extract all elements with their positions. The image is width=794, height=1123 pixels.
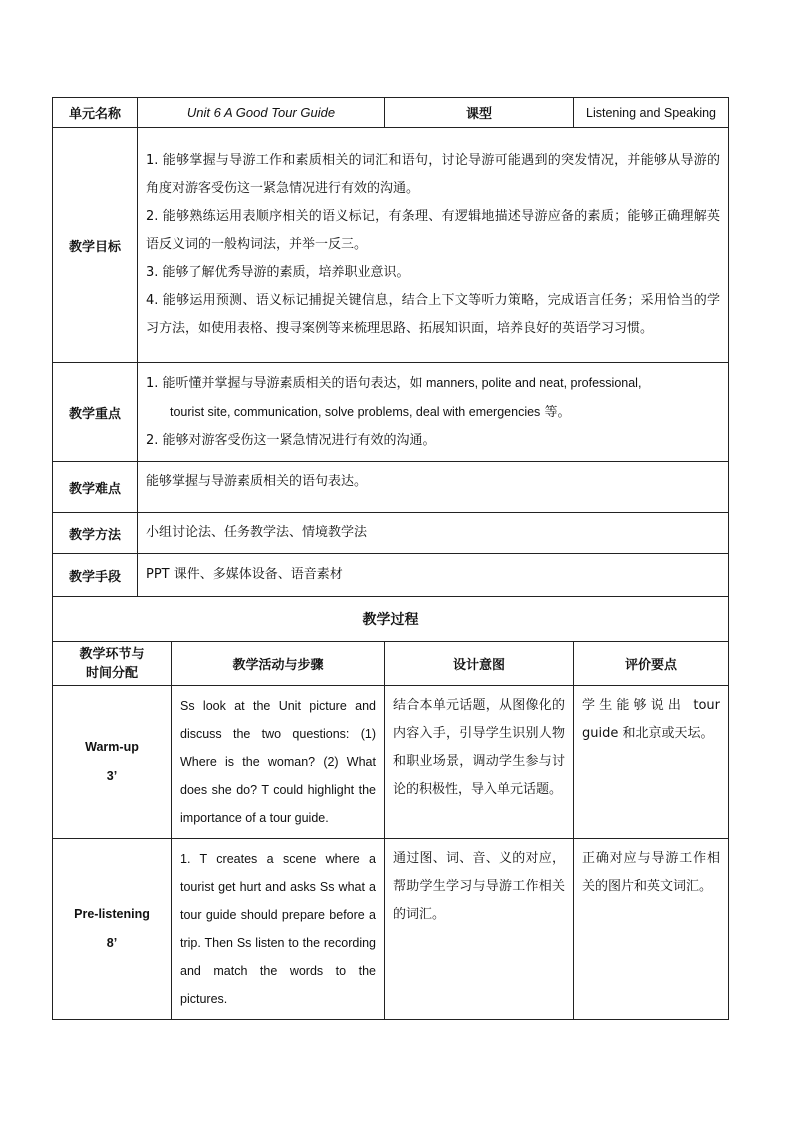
key-point-terms: manners, polite and neat, professional, bbox=[422, 376, 642, 390]
methods-row bbox=[53, 513, 729, 554]
stage-name: Pre-listening bbox=[74, 907, 150, 921]
objective-item: 4. 能够运用预测、语义标记捕捉关键信息，结合上下文等听力策略，完成语言任务；采用恰当的学习方法，如使用表格、搜寻案例等来梳理思路、拓展知识面，培养良好的英语学习习惯。 bbox=[146, 293, 721, 336]
stage-cell bbox=[53, 686, 172, 839]
methods-label: 教学方法 bbox=[53, 513, 138, 554]
key-point-item bbox=[146, 369, 720, 398]
difficulty-row bbox=[53, 462, 729, 513]
lesson-plan-table bbox=[52, 97, 729, 1020]
means-row bbox=[53, 554, 729, 597]
process-col-stage-line2: 时间分配 bbox=[85, 665, 138, 681]
table-row bbox=[53, 686, 729, 839]
process-col-activity: 教学活动与步骤 bbox=[172, 642, 385, 686]
key-point-terms-2: tourist site, communication, solve problems, deal with emergencies bbox=[170, 405, 541, 419]
objectives-row bbox=[53, 128, 729, 363]
objective-item: 3. 能够了解优秀导游的素质，培养职业意识。 bbox=[146, 265, 410, 280]
process-col-stage bbox=[53, 642, 172, 686]
stage-name: Warm-up bbox=[85, 740, 139, 754]
intent-cell: 结合本单元话题，从图像化的内容入手，引导学生识别人物和职业场景，调动学生参与讨论的积极性，导入单元话题。 bbox=[385, 686, 574, 839]
lesson-plan-page bbox=[52, 97, 728, 1020]
objectives-label: 教学目标 bbox=[53, 128, 138, 363]
key-point-suffix: 等。 bbox=[540, 405, 571, 420]
unit-value: Unit 6 A Good Tour Guide bbox=[138, 98, 385, 128]
methods-value: 小组讨论法、任务教学法、情境教学法 bbox=[138, 513, 729, 554]
type-value: Listening and Speaking bbox=[574, 98, 729, 128]
type-label: 课型 bbox=[385, 98, 574, 128]
table-row bbox=[53, 839, 729, 1020]
key-points-label: 教学重点 bbox=[53, 363, 138, 462]
process-col-stage-line1: 教学环节与 bbox=[79, 646, 145, 662]
intent-cell: 通过图、词、音、义的对应，帮助学生学习与导游工作相关的词汇。 bbox=[385, 839, 574, 1020]
eval-cell: 学生能够说出 tour guide 和北京或天坛。 bbox=[574, 686, 729, 839]
stage-time: 8’ bbox=[106, 936, 118, 950]
process-title: 教学过程 bbox=[53, 597, 729, 642]
key-points-content bbox=[138, 363, 729, 462]
process-title-row bbox=[53, 597, 729, 642]
objectives-content bbox=[138, 128, 729, 363]
process-col-intent: 设计意图 bbox=[385, 642, 574, 686]
means-value: PPT 课件、多媒体设备、语音素材 bbox=[138, 554, 729, 597]
key-point-item: 2. 能够对游客受伤这一紧急情况进行有效的沟通。 bbox=[146, 433, 436, 448]
difficulty-value: 能够掌握与导游素质相关的语句表达。 bbox=[138, 462, 729, 513]
activity-cell: Ss look at the Unit picture and discuss the two questions: (1) Where is the woman? (2) What does she do? T could highlight the importance of a tour guide. bbox=[172, 686, 385, 839]
key-points-row bbox=[53, 363, 729, 462]
difficulty-label: 教学难点 bbox=[53, 462, 138, 513]
key-point-prefix: 1. 能听懂并掌握与导游素质相关的语句表达，如 bbox=[146, 376, 423, 391]
unit-label: 单元名称 bbox=[53, 98, 138, 128]
key-point-continuation bbox=[146, 398, 720, 427]
means-label: 教学手段 bbox=[53, 554, 138, 597]
activity-cell: 1. T creates a scene where a tourist get hurt and asks Ss what a tour guide should prepare before a trip. Then Ss listen to the recording and match the words to the pictures. bbox=[172, 839, 385, 1020]
header-row bbox=[53, 98, 729, 128]
stage-time: 3’ bbox=[106, 769, 118, 783]
objective-item: 1. 能够掌握与导游工作和素质相关的词汇和语句，讨论导游可能遇到的突发情况，并能够从导游的角度对游客受伤这一紧急情况进行有效的沟通。 bbox=[146, 153, 721, 196]
eval-cell: 正确对应与导游工作相关的图片和英文词汇。 bbox=[574, 839, 729, 1020]
process-header-row bbox=[53, 642, 729, 686]
objective-item: 2. 能够熟练运用表顺序相关的语义标记，有条理、有逻辑地描述导游应备的素质；能够正确理解英语反义词的一般构词法，并举一反三。 bbox=[146, 209, 721, 252]
process-col-eval: 评价要点 bbox=[574, 642, 729, 686]
stage-cell bbox=[53, 839, 172, 1020]
